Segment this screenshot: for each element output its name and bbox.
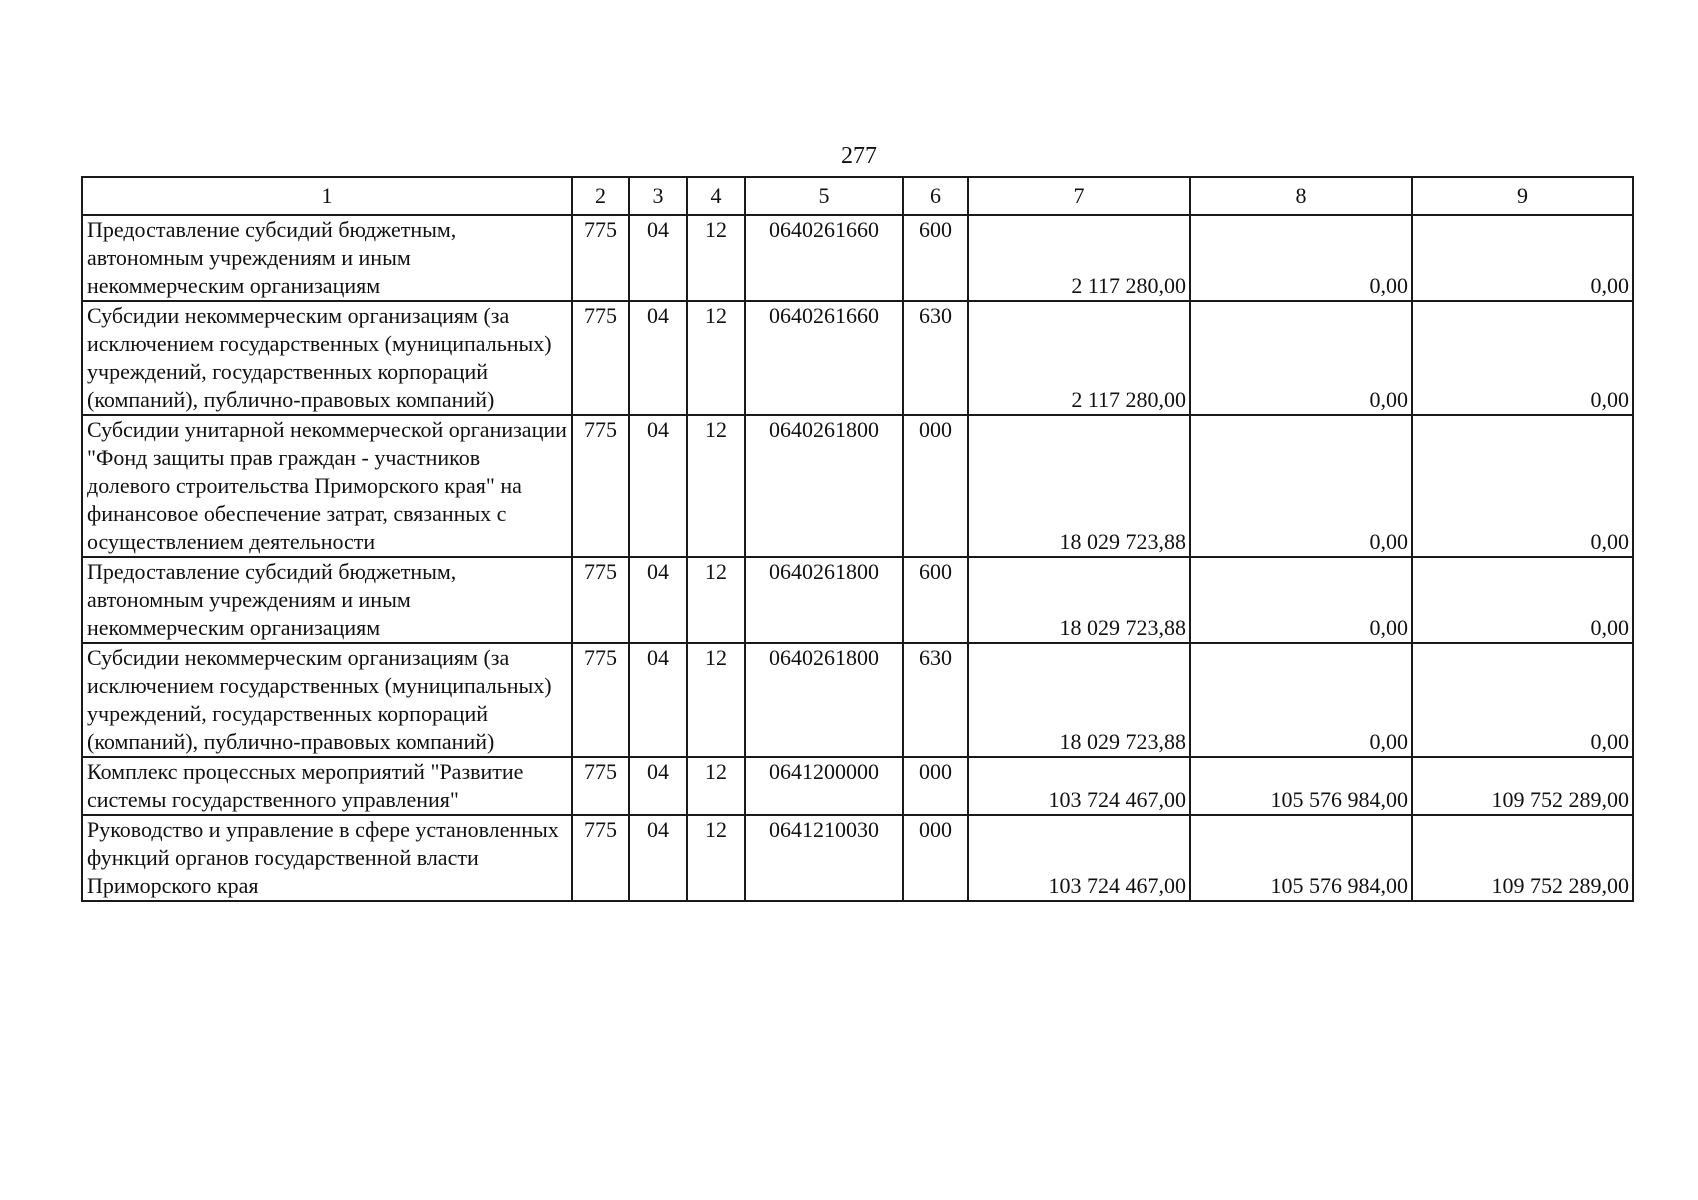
admin-code-cell: 775 — [572, 643, 629, 757]
subsection-code-cell: 12 — [687, 557, 745, 643]
amount-col9-cell: 109 752 289,00 — [1412, 757, 1633, 815]
expense-type-cell: 630 — [903, 301, 968, 415]
column-header-3: 3 — [629, 177, 687, 215]
target-article-cell: 0641210030 — [745, 815, 903, 901]
expense-type-cell: 000 — [903, 415, 968, 557]
expense-type-cell: 630 — [903, 643, 968, 757]
row-name-cell: Предоставление субсидий бюджетным, автономным учреждениям и иным некоммерческим организациям — [82, 557, 572, 643]
section-code-cell: 04 — [629, 757, 687, 815]
page-number: 277 — [841, 143, 877, 169]
amount-col9-cell: 109 752 289,00 — [1412, 815, 1633, 901]
amount-col7-cell: 2 117 280,00 — [968, 215, 1190, 301]
section-code-cell: 04 — [629, 215, 687, 301]
table-row — [82, 415, 1633, 557]
amount-col7-cell: 18 029 723,88 — [968, 643, 1190, 757]
amount-col7-cell: 18 029 723,88 — [968, 557, 1190, 643]
column-header-5: 5 — [745, 177, 903, 215]
amount-col9-cell: 0,00 — [1412, 215, 1633, 301]
row-name-cell: Субсидии унитарной некоммерческой организации "Фонд защиты прав граждан - участников долевого строительства Приморского края" на финансовое обеспечение затрат, связанных с осуществлением деятельности — [82, 415, 572, 557]
row-name-cell: Субсидии некоммерческим организациям (за исключением государственных (муниципальных) учреждений, государственных корпораций (компаний), публично-правовых компаний) — [82, 643, 572, 757]
table-row — [82, 757, 1633, 815]
target-article-cell: 0640261800 — [745, 643, 903, 757]
section-code-cell: 04 — [629, 415, 687, 557]
expense-type-cell: 000 — [903, 815, 968, 901]
subsection-code-cell: 12 — [687, 815, 745, 901]
admin-code-cell: 775 — [572, 757, 629, 815]
target-article-cell: 0640261660 — [745, 301, 903, 415]
column-header-2: 2 — [572, 177, 629, 215]
amount-col9-cell: 0,00 — [1412, 557, 1633, 643]
amount-col9-cell: 0,00 — [1412, 643, 1633, 757]
table-row — [82, 215, 1633, 301]
row-name-cell: Субсидии некоммерческим организациям (за исключением государственных (муниципальных) учреждений, государственных корпораций (компаний), публично-правовых компаний) — [82, 301, 572, 415]
admin-code-cell: 775 — [572, 301, 629, 415]
target-article-cell: 0640261660 — [745, 215, 903, 301]
table-row — [82, 643, 1633, 757]
table-row — [82, 815, 1633, 901]
subsection-code-cell: 12 — [687, 415, 745, 557]
amount-col7-cell: 18 029 723,88 — [968, 415, 1190, 557]
table-header-row — [82, 177, 1633, 215]
row-name-cell: Предоставление субсидий бюджетным, автономным учреждениям и иным некоммерческим организациям — [82, 215, 572, 301]
admin-code-cell: 775 — [572, 415, 629, 557]
subsection-code-cell: 12 — [687, 757, 745, 815]
amount-col8-cell: 105 576 984,00 — [1190, 815, 1412, 901]
expense-type-cell: 000 — [903, 757, 968, 815]
column-header-9: 9 — [1412, 177, 1633, 215]
target-article-cell: 0641200000 — [745, 757, 903, 815]
amount-col9-cell: 0,00 — [1412, 415, 1633, 557]
expense-type-cell: 600 — [903, 557, 968, 643]
amount-col9-cell: 0,00 — [1412, 301, 1633, 415]
column-header-1: 1 — [82, 177, 572, 215]
amount-col8-cell: 0,00 — [1190, 301, 1412, 415]
column-header-6: 6 — [903, 177, 968, 215]
amount-col8-cell: 0,00 — [1190, 643, 1412, 757]
section-code-cell: 04 — [629, 643, 687, 757]
expense-type-cell: 600 — [903, 215, 968, 301]
subsection-code-cell: 12 — [687, 215, 745, 301]
section-code-cell: 04 — [629, 301, 687, 415]
amount-col7-cell: 103 724 467,00 — [968, 815, 1190, 901]
amount-col7-cell: 2 117 280,00 — [968, 301, 1190, 415]
subsection-code-cell: 12 — [687, 643, 745, 757]
amount-col8-cell: 105 576 984,00 — [1190, 757, 1412, 815]
amount-col7-cell: 103 724 467,00 — [968, 757, 1190, 815]
column-header-4: 4 — [687, 177, 745, 215]
subsection-code-cell: 12 — [687, 301, 745, 415]
row-name-cell: Руководство и управление в сфере установленных функций органов государственной власти Приморского края — [82, 815, 572, 901]
section-code-cell: 04 — [629, 815, 687, 901]
column-header-7: 7 — [968, 177, 1190, 215]
admin-code-cell: 775 — [572, 215, 629, 301]
budget-table — [81, 176, 1634, 902]
admin-code-cell: 775 — [572, 815, 629, 901]
amount-col8-cell: 0,00 — [1190, 215, 1412, 301]
admin-code-cell: 775 — [572, 557, 629, 643]
table-body — [82, 177, 1633, 901]
target-article-cell: 0640261800 — [745, 415, 903, 557]
amount-col8-cell: 0,00 — [1190, 557, 1412, 643]
row-name-cell: Комплекс процессных мероприятий "Развитие системы государственного управления" — [82, 757, 572, 815]
table-row — [82, 301, 1633, 415]
target-article-cell: 0640261800 — [745, 557, 903, 643]
amount-col8-cell: 0,00 — [1190, 415, 1412, 557]
column-header-8: 8 — [1190, 177, 1412, 215]
section-code-cell: 04 — [629, 557, 687, 643]
table-row — [82, 557, 1633, 643]
